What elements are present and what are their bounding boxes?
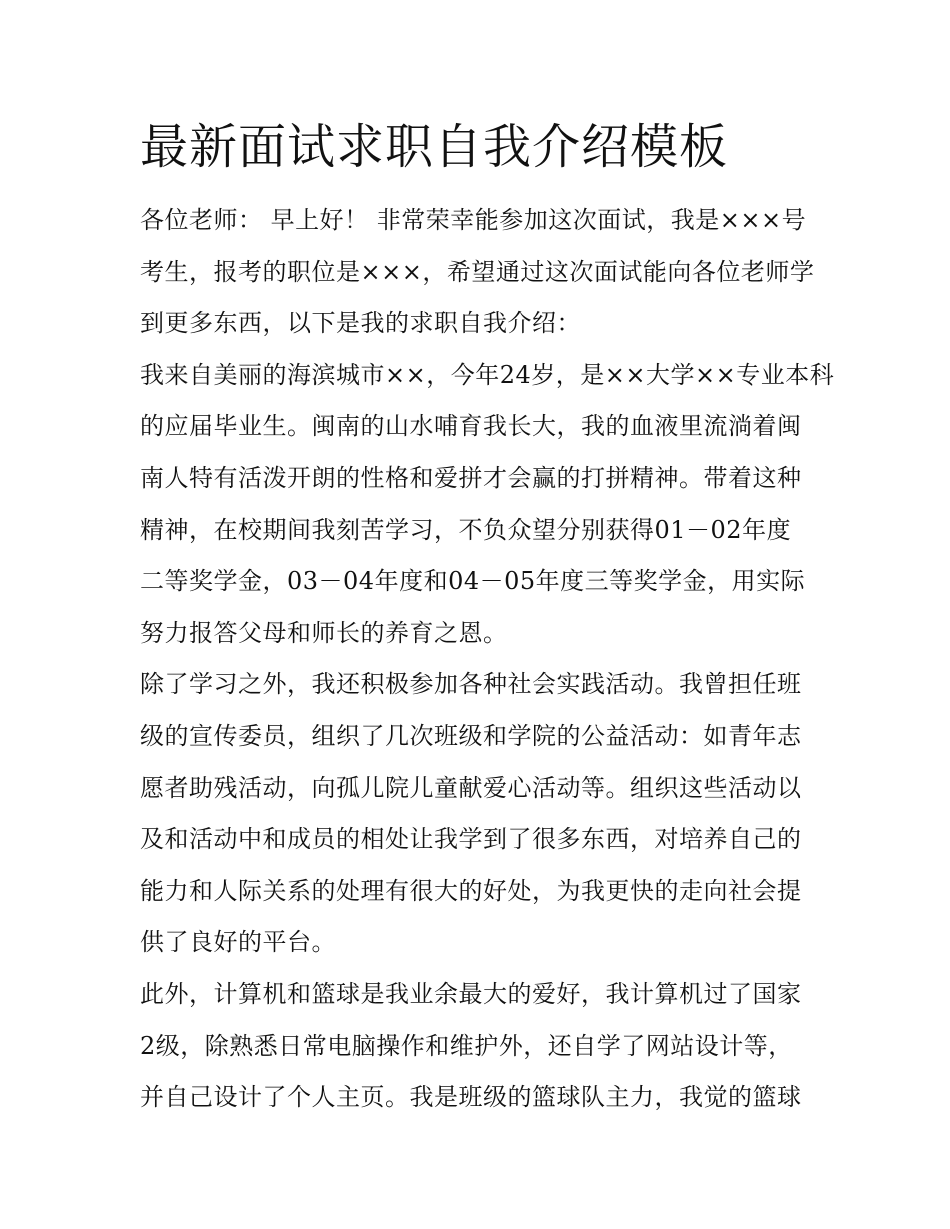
document-body	[140, 195, 835, 1124]
text-line-6: 南人特有活泼开朗的性格和爱拼才会赢的打拼精神。带着这种	[140, 463, 802, 492]
text-line-16: 此外，计算机和篮球是我业余最大的爱好，我计算机过了国家	[140, 979, 802, 1008]
page-title: 最新面试求职自我介绍模板	[140, 119, 729, 175]
text-line-18: 并自己设计了个人主页。我是班级的篮球队主力，我觉的篮球	[140, 1083, 802, 1112]
text-line-10: 除了学习之外，我还积极参加各种社会实践活动。我曾担任班	[140, 670, 802, 699]
text-line-3: 到更多东西，以下是我的求职自我介绍：	[140, 309, 581, 338]
text-line-14: 能力和人际关系的处理有很大的好处，为我更快的走向社会提	[140, 876, 802, 905]
text-line-5: 的应届毕业生。闽南的山水哺育我长大，我的血液里流淌着闽	[140, 412, 802, 441]
text-line-8: 二等奖学金，03－04年度和04－05年度三等奖学金，用实际	[140, 567, 806, 596]
text-line-7: 精神，在校期间我刻苦学习，不负众望分别获得01－02年度	[140, 515, 792, 544]
text-line-2: 考生，报考的职位是×××，希望通过这次面试能向各位老师学	[140, 257, 815, 286]
text-line-4: 我来自美丽的海滨城市××，今年24岁，是××大学××专业本科	[140, 360, 835, 389]
text-line-17: 2级，除熟悉日常电脑操作和维护外，还自学了网站设计等，	[140, 1031, 793, 1060]
text-line-11: 级的宣传委员，组织了几次班级和学院的公益活动：如青年志	[140, 721, 802, 750]
text-line-12: 愿者助残活动，向孤儿院儿童献爱心活动等。组织这些活动以	[140, 773, 802, 802]
text-line-13: 及和活动中和成员的相处让我学到了很多东西，对培养自己的	[140, 825, 802, 854]
text-line-15: 供了良好的平台。	[140, 928, 336, 957]
text-line-9: 努力报答父母和师长的养育之恩。	[140, 618, 508, 647]
text-line-1: 各位老师： 早上好！ 非常荣幸能参加这次面试，我是×××号	[140, 206, 807, 234]
